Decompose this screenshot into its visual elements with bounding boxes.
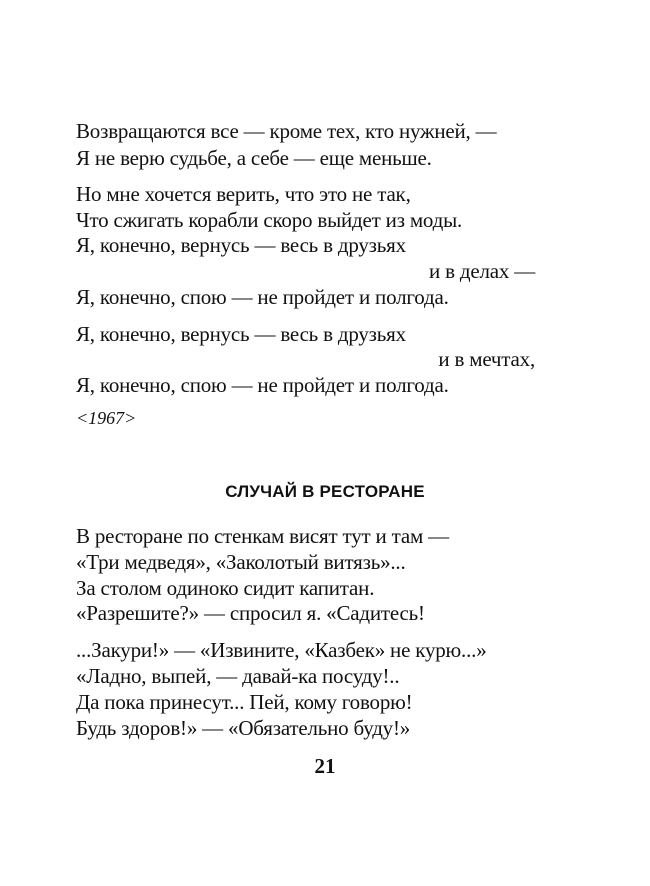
poem-line: «Три медведя», «Заколотый витязь»... bbox=[76, 550, 406, 574]
poem-line: Да пока принесут... Пей, кому говорю! bbox=[76, 690, 413, 714]
poem-line: Возвращаются все — кроме тех, кто нужней, — bbox=[76, 119, 497, 143]
poem-line: «Ладно, выпей, — давай-ка посуду!.. bbox=[76, 664, 400, 688]
page-number: 21 bbox=[314, 754, 336, 778]
poem-line: Будь здоров!» — «Обязательно буду!» bbox=[76, 716, 411, 740]
poem-line: Но мне хочется верить, что это не так, bbox=[76, 182, 411, 206]
poem-line: За столом одиноко сидит капитан. bbox=[76, 576, 375, 600]
poem-title: СЛУЧАЙ В РЕСТОРАНЕ bbox=[225, 482, 425, 501]
poem-line: ...Закури!» — «Извините, «Казбек» не курю...» bbox=[76, 638, 487, 662]
poem-line: Что сжигать корабли скоро выйдет из моды. bbox=[76, 208, 463, 232]
poem-line-indented: и в мечтах, bbox=[438, 347, 535, 371]
poem-line: «Разрешите?» — спросил я. «Садитесь! bbox=[76, 601, 425, 625]
poem-line: В ресторане по стенкам висят тут и там — bbox=[76, 524, 449, 548]
poem-line: Я, конечно, вернусь — весь в друзьях bbox=[76, 233, 406, 257]
poem-line-indented: и в делах — bbox=[428, 259, 535, 283]
poem-line: Я, конечно, спою — не пройдет и полгода. bbox=[76, 373, 449, 397]
poem-line: Я не верю судьбе, а себе — еще меньше. bbox=[76, 146, 432, 170]
poem-line: Я, конечно, вернусь — весь в друзьях bbox=[76, 322, 406, 346]
poem-date: <1967> bbox=[76, 408, 137, 428]
poem-line: Я, конечно, спою — не пройдет и полгода. bbox=[76, 285, 449, 309]
